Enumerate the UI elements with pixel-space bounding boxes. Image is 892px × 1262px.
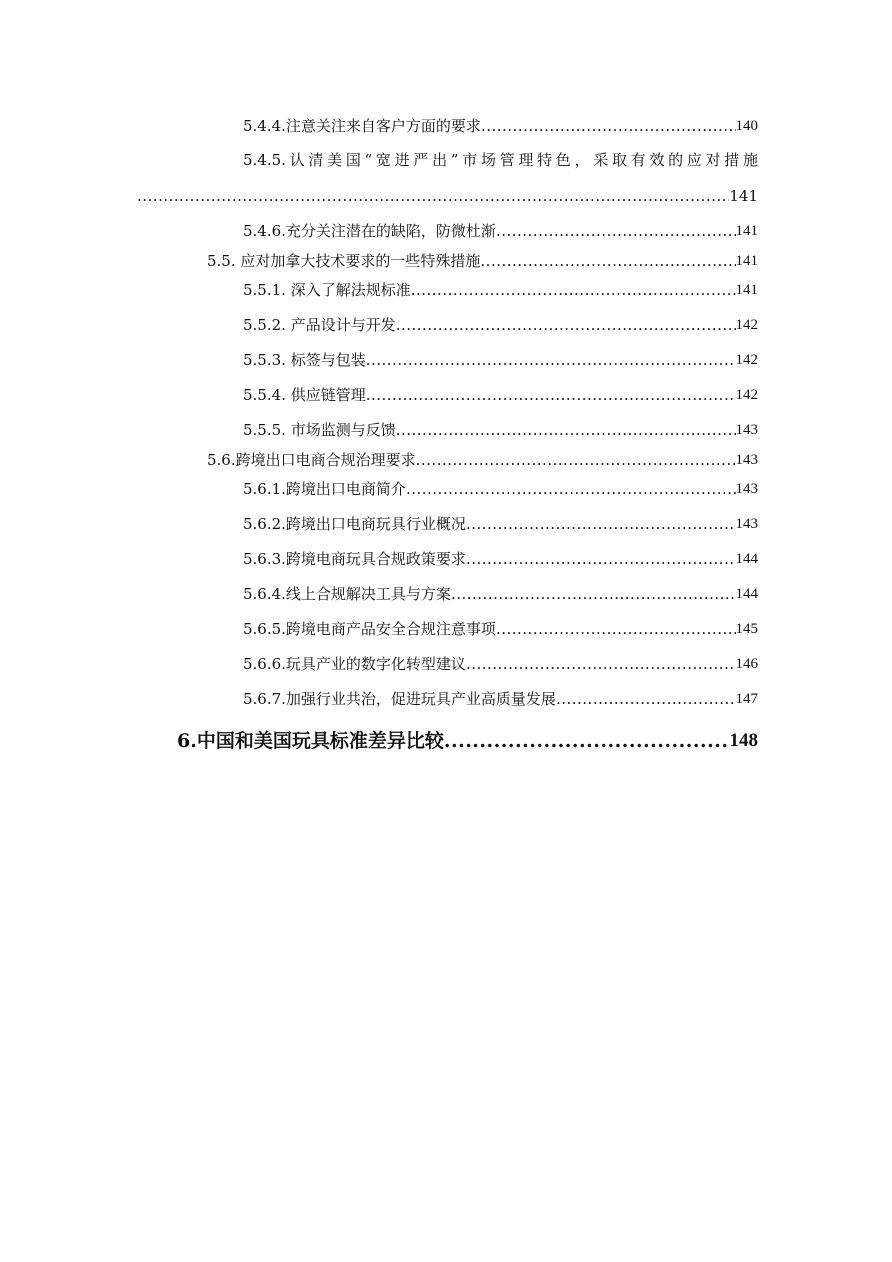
toc-entry-title: 5.4.5.认清美国“宽进严出”市场管理特色，采取有效的应对措施 <box>243 151 758 169</box>
toc-entry-5-6-4[interactable] <box>243 585 758 603</box>
toc-entry-5-5-3[interactable] <box>243 351 758 369</box>
toc-leader-dots <box>466 655 736 673</box>
toc-leader-dots <box>480 252 735 270</box>
toc-entry-5-4-6[interactable] <box>243 222 758 240</box>
toc-entry-page: 143 <box>735 481 758 497</box>
toc-entry-title: 5.6.6.玩具产业的数字化转型建议 <box>243 655 466 673</box>
toc-entry-5-4-4[interactable] <box>243 117 758 135</box>
toc-entry-title: 5.6.5.跨境电商产品安全合规注意事项 <box>243 620 496 638</box>
toc-entry-5-5-2[interactable] <box>243 316 758 334</box>
toc-entry-page: 143 <box>735 516 758 532</box>
toc-entry-5-5-5[interactable] <box>243 421 758 439</box>
toc-entry-5-6-1[interactable] <box>243 480 758 498</box>
toc-entry-5-6-7[interactable] <box>243 690 758 708</box>
toc-leader-dots <box>406 480 736 498</box>
toc-entry-page: 142 <box>735 352 758 368</box>
toc-leader-dots <box>556 690 736 708</box>
toc-leader-dots <box>366 386 736 404</box>
toc-entry-5-4-5-continuation[interactable] <box>137 187 758 205</box>
toc-entry-page: 142 <box>735 317 758 333</box>
toc-entry-title: 5.6.7.加强行业共治，促进玩具产业高质量发展 <box>243 690 556 708</box>
toc-entry-page: 143 <box>735 422 758 438</box>
toc-leader-dots <box>416 451 736 469</box>
toc-entry-5-5-1[interactable] <box>243 281 758 299</box>
toc-entry-6[interactable] <box>177 730 758 752</box>
toc-entry-title: 5.6.跨境出口电商合规治理要求 <box>207 451 416 469</box>
toc-leader-dots <box>411 281 736 299</box>
toc-leader-dots <box>366 351 736 369</box>
toc-entry-page: 140 <box>735 118 758 134</box>
toc-leader-dots <box>396 316 736 334</box>
toc-entry-title: 5.5.1. 深入了解法规标准 <box>243 281 411 299</box>
toc-entry-5-6-2[interactable] <box>243 515 758 533</box>
toc-entry-title: 5.5. 应对加拿大技术要求的一些特殊措施 <box>207 252 481 270</box>
toc-entry-5-6-5[interactable] <box>243 620 758 638</box>
toc-entry-5-5-4[interactable] <box>243 386 758 404</box>
toc-entry-page: 148 <box>729 730 758 751</box>
toc-entry-title: 6.中国和美国玩具标准差异比较 <box>177 730 444 752</box>
toc-entry-title: 5.6.3.跨境电商玩具合规政策要求 <box>243 550 466 568</box>
toc-leader-dots <box>496 620 736 638</box>
toc-leader-dots <box>481 117 736 135</box>
toc-leader-dots <box>444 730 730 752</box>
toc-entry-5-6-6[interactable] <box>243 655 758 673</box>
toc-entry-page: 143 <box>735 452 758 468</box>
toc-entry-title: 5.6.1.跨境出口电商简介 <box>243 480 406 498</box>
toc-entry-title: 5.5.3. 标签与包装 <box>243 351 366 369</box>
toc-entry-page: 145 <box>735 621 758 637</box>
toc-entry-page: 147 <box>735 691 758 707</box>
toc-entry-page: 141 <box>729 187 758 205</box>
toc-entry-5-6-3[interactable] <box>243 550 758 568</box>
toc-entry-page: 141 <box>735 223 758 239</box>
toc-entry-5-4-5[interactable] <box>243 151 758 169</box>
toc-entry-page: 144 <box>735 551 758 567</box>
toc-entry-page: 144 <box>735 586 758 602</box>
toc-leader-dots <box>466 550 736 568</box>
toc-leader-dots <box>466 515 736 533</box>
toc-entry-5-5[interactable] <box>207 252 758 270</box>
toc-entry-page: 141 <box>735 253 758 269</box>
toc-entry-page: 141 <box>735 282 758 298</box>
toc-entry-title: 5.4.4.注意关注来自客户方面的要求 <box>243 117 481 135</box>
toc-entry-title: 5.4.6.充分关注潜在的缺陷，防微杜渐 <box>243 222 496 240</box>
toc-leader-dots <box>496 222 736 240</box>
toc-entry-title: 5.5.5. 市场监测与反馈 <box>243 421 396 439</box>
toc-leader-dots <box>396 421 736 439</box>
toc-entry-title: 5.5.4. 供应链管理 <box>243 386 366 404</box>
toc-entry-5-6[interactable] <box>207 451 758 469</box>
toc-leader-dots <box>451 585 736 603</box>
toc-leader-dots <box>137 187 729 205</box>
toc-entry-title: 5.6.4.线上合规解决工具与方案 <box>243 585 451 603</box>
toc-entry-page: 142 <box>735 387 758 403</box>
toc-entry-title: 5.6.2.跨境出口电商玩具行业概况 <box>243 515 466 533</box>
toc-entry-page: 146 <box>735 656 758 672</box>
toc-entry-title: 5.5.2. 产品设计与开发 <box>243 316 396 334</box>
